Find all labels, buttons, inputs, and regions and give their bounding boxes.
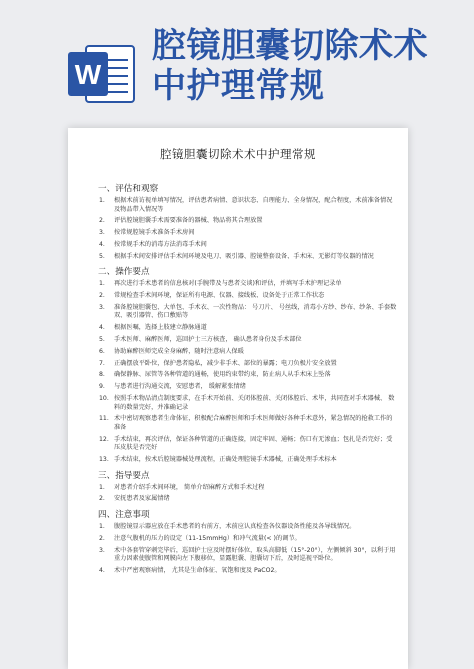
list-item: 13. 手术结束，按术后腔镜器械处理流程，正确处理腔镜手术器械，正确处理手术标本 — [99, 456, 337, 464]
list-item: 11. 术中密切观察患者生命体征，积极配合麻醉医师和手术医师做好各种手术意外，紧急情况的抢救工作的准备 — [99, 415, 393, 431]
list-item: 2. 注意气腹机的压力的设定（11-15mmHg）和冲气流量(< )的调节。 — [99, 534, 301, 542]
list-item: 9. 与患者进行沟通交流，安慰患者， 缓解紧张情绪 — [99, 383, 246, 391]
list-item: 4. 根据医嘱，选择上肢建立静脉通道 — [99, 324, 207, 332]
list-item: 12. 手术结束，再次评估，保证各种管道的正确连接，固定牢固、通畅；伤口有无渗血；包扎是否完好；受压皮肤是否完好 — [99, 435, 393, 452]
section-operation — [98, 265, 398, 464]
list-item: 4. 术中严密观察病情， 尤其是生命体征、氧饱和度及 PaCO2。 — [99, 566, 281, 574]
banner-title-line-1: 腔镜胆囊切除术术 — [152, 26, 428, 66]
section-heading: 四、注意事项 — [98, 510, 150, 521]
list-item: 3. 准备腔镜胆囊包、大单包、手术衣、一次性物品： 号刀片、 号丝线，消毒小方纱、纱布、纱条、手套数双、吸引器管、伤口敷贴等 — [99, 303, 397, 320]
banner-title-line-2: 中护理常规 — [152, 66, 325, 106]
section-heading: 一、评估和观察 — [98, 184, 159, 194]
document-header — [0, 0, 474, 120]
list-item: 2. 评估腔镜胆囊手术需要准备的器械、物品将其合理放置 — [99, 217, 263, 225]
list-item: 6. 协助麻醉医师完成全身麻醉，随时注意病人保暖 — [99, 347, 244, 355]
list-item: 1. 再次进行手术患者的信息核对(手腕带及与患者交谈)和评估，并填写手术护理记录单 — [99, 280, 342, 288]
page-title: 腔镜胆囊切除术术中护理常规 — [160, 147, 316, 161]
list-item: 7. 正确摆放平卧位，保护患者隐私，减少非手术、部位的暴露；电刀负极片安全放置 — [99, 359, 337, 367]
document-page-preview — [68, 128, 408, 669]
list-item: 5. 根据手术间安排评估手术间环境及电刀、吸引器、腔镜整套设备、手术床、无影灯等仪器的情况 — [99, 252, 374, 260]
list-item: 1. 腹腔镜显示器应放在手术患者的右前方，术前应认真检查各仪器设备性能及各导线情况。 — [99, 523, 356, 531]
list-item: 2. 安抚患者及家属情绪 — [99, 495, 170, 503]
list-item: 1. 根据术前访视单填写情况，评估患者病情、意识状态、自理能力、全身情况，配合程度，术前准备情况及物品带入情况等 — [99, 197, 393, 213]
section-precautions — [98, 508, 398, 576]
word-icon-letter: W — [74, 59, 102, 90]
list-item: 3. 按常规腔镜手术准备手术房间 — [99, 229, 195, 237]
document-banner-title — [152, 26, 472, 106]
section-guidance — [98, 469, 398, 504]
list-item: 5. 手术医师、麻醉医师，巡回护士三方核查， 确认患者身份及手术部位 — [99, 336, 302, 344]
list-item: 1. 对患者介绍手术间环境， 简单介绍麻醉方式和手术过程 — [99, 483, 265, 491]
section-heading: 三、指导要点 — [98, 470, 150, 481]
section-heading: 二、操作要点 — [98, 267, 150, 278]
list-item: 8. 确保静脉、尿管等各种管道的通畅，使用约束带约束，防止病人从手术床上坠落 — [99, 371, 331, 379]
list-item: 10. 按照手术物品清点制度要求，在手术开始前、关闭体腔前、关闭体腔后、术毕，共同查对手术器械、 数料的数量完好，并准确记录 — [99, 394, 395, 411]
document-body — [98, 178, 398, 579]
list-item: 3. 术中各套管穿刺完毕后，巡回护士应及时摆好体位，取头高脚低（15°-20°），左侧倾斜 30°，以利于用重力因素使腹管和网膜向左下腹移位，显露胆囊、胆囊切下后，及时巡视平卧位。 — [99, 546, 396, 563]
word-document-icon — [66, 42, 138, 106]
list-item: 2. 常规检查手术间环境，保证所有电源、仪器、接线板、设备处于正常工作状态 — [99, 292, 325, 300]
list-item: 4. 按常规手术的消毒方法消毒手术间 — [99, 240, 207, 248]
section-assessment — [98, 182, 398, 261]
